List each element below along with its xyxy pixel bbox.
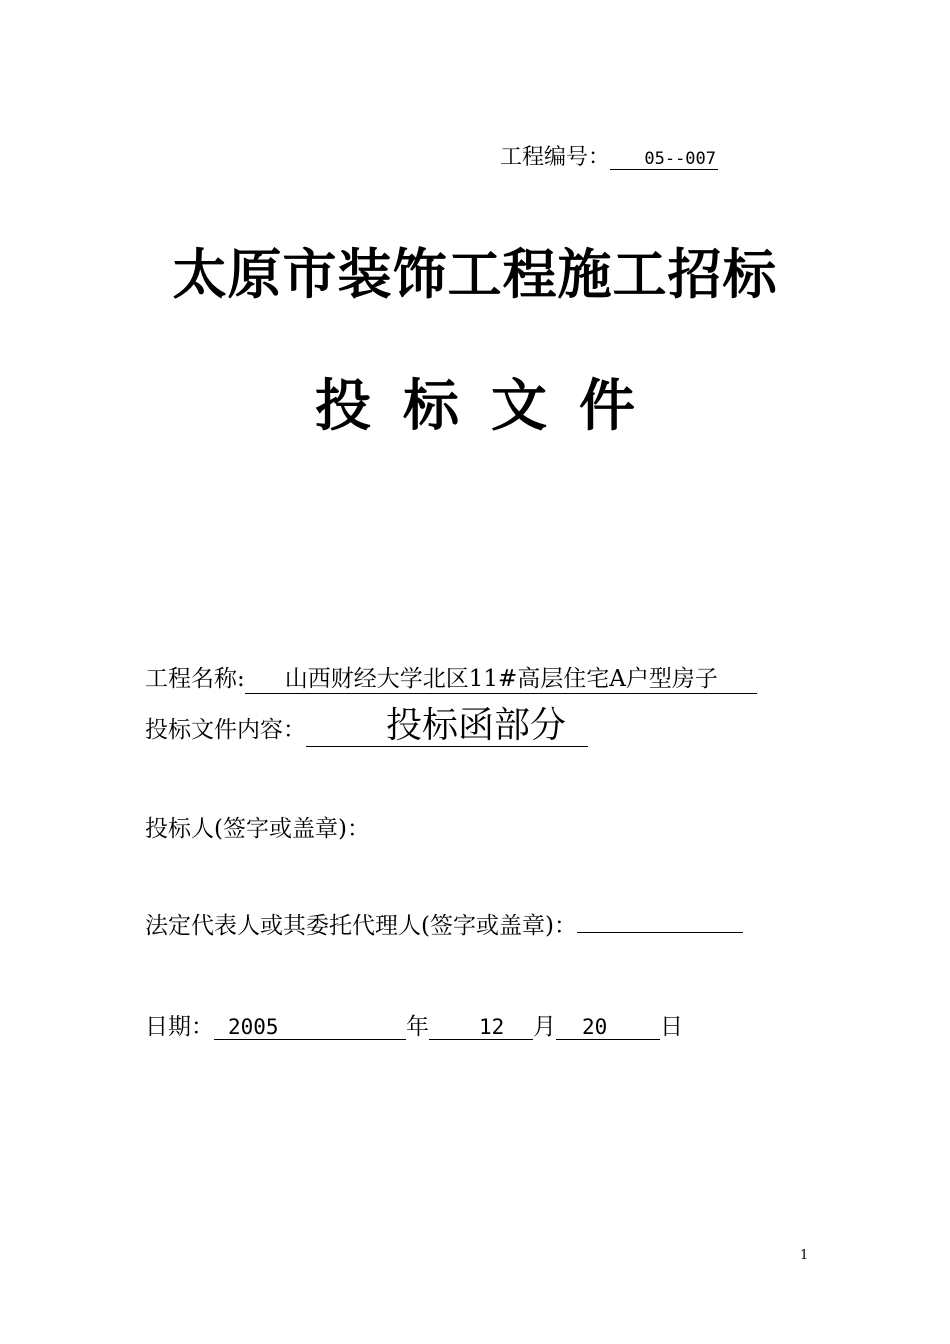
bid-content-label: 投标文件内容： xyxy=(145,717,306,743)
bid-content-value: 投标函部分 xyxy=(306,706,588,747)
page-number: 1 xyxy=(800,1248,809,1263)
year-value: 2005 xyxy=(214,1015,406,1040)
project-name-row xyxy=(145,660,757,694)
project-number-label: 工程编号： xyxy=(500,145,611,170)
date-row xyxy=(145,1008,683,1041)
legal-representative-label: 法定代表人或其委托代理人(签字或盖章)： xyxy=(145,913,577,939)
project-number xyxy=(500,140,718,171)
legal-representative-blank xyxy=(577,906,743,933)
bidder-row xyxy=(145,810,370,843)
document-subtitle xyxy=(0,362,950,442)
month-unit: 月 xyxy=(533,1014,556,1040)
day-value: 20 xyxy=(556,1015,660,1040)
document-title: 太原市装饰工程施工招标 xyxy=(172,243,778,306)
bidder-label: 投标人(签字或盖章)： xyxy=(145,816,370,842)
subtitle-char: 标 xyxy=(403,374,459,439)
subtitle-char: 文 xyxy=(491,374,547,439)
project-name-label: 工程名称: xyxy=(145,666,245,692)
day-unit: 日 xyxy=(660,1014,683,1040)
year-unit: 年 xyxy=(406,1014,429,1040)
date-label: 日期： xyxy=(145,1014,214,1040)
project-name-value: 山西财经大学北区11#高层住宅A户型房子 xyxy=(245,660,757,694)
project-number-value: 05--007 xyxy=(610,149,718,170)
bid-content-row xyxy=(145,706,588,747)
legal-representative-row xyxy=(145,906,743,940)
subtitle-char: 件 xyxy=(579,374,635,439)
month-value: 12 xyxy=(429,1015,533,1040)
subtitle-char: 投 xyxy=(315,374,371,439)
